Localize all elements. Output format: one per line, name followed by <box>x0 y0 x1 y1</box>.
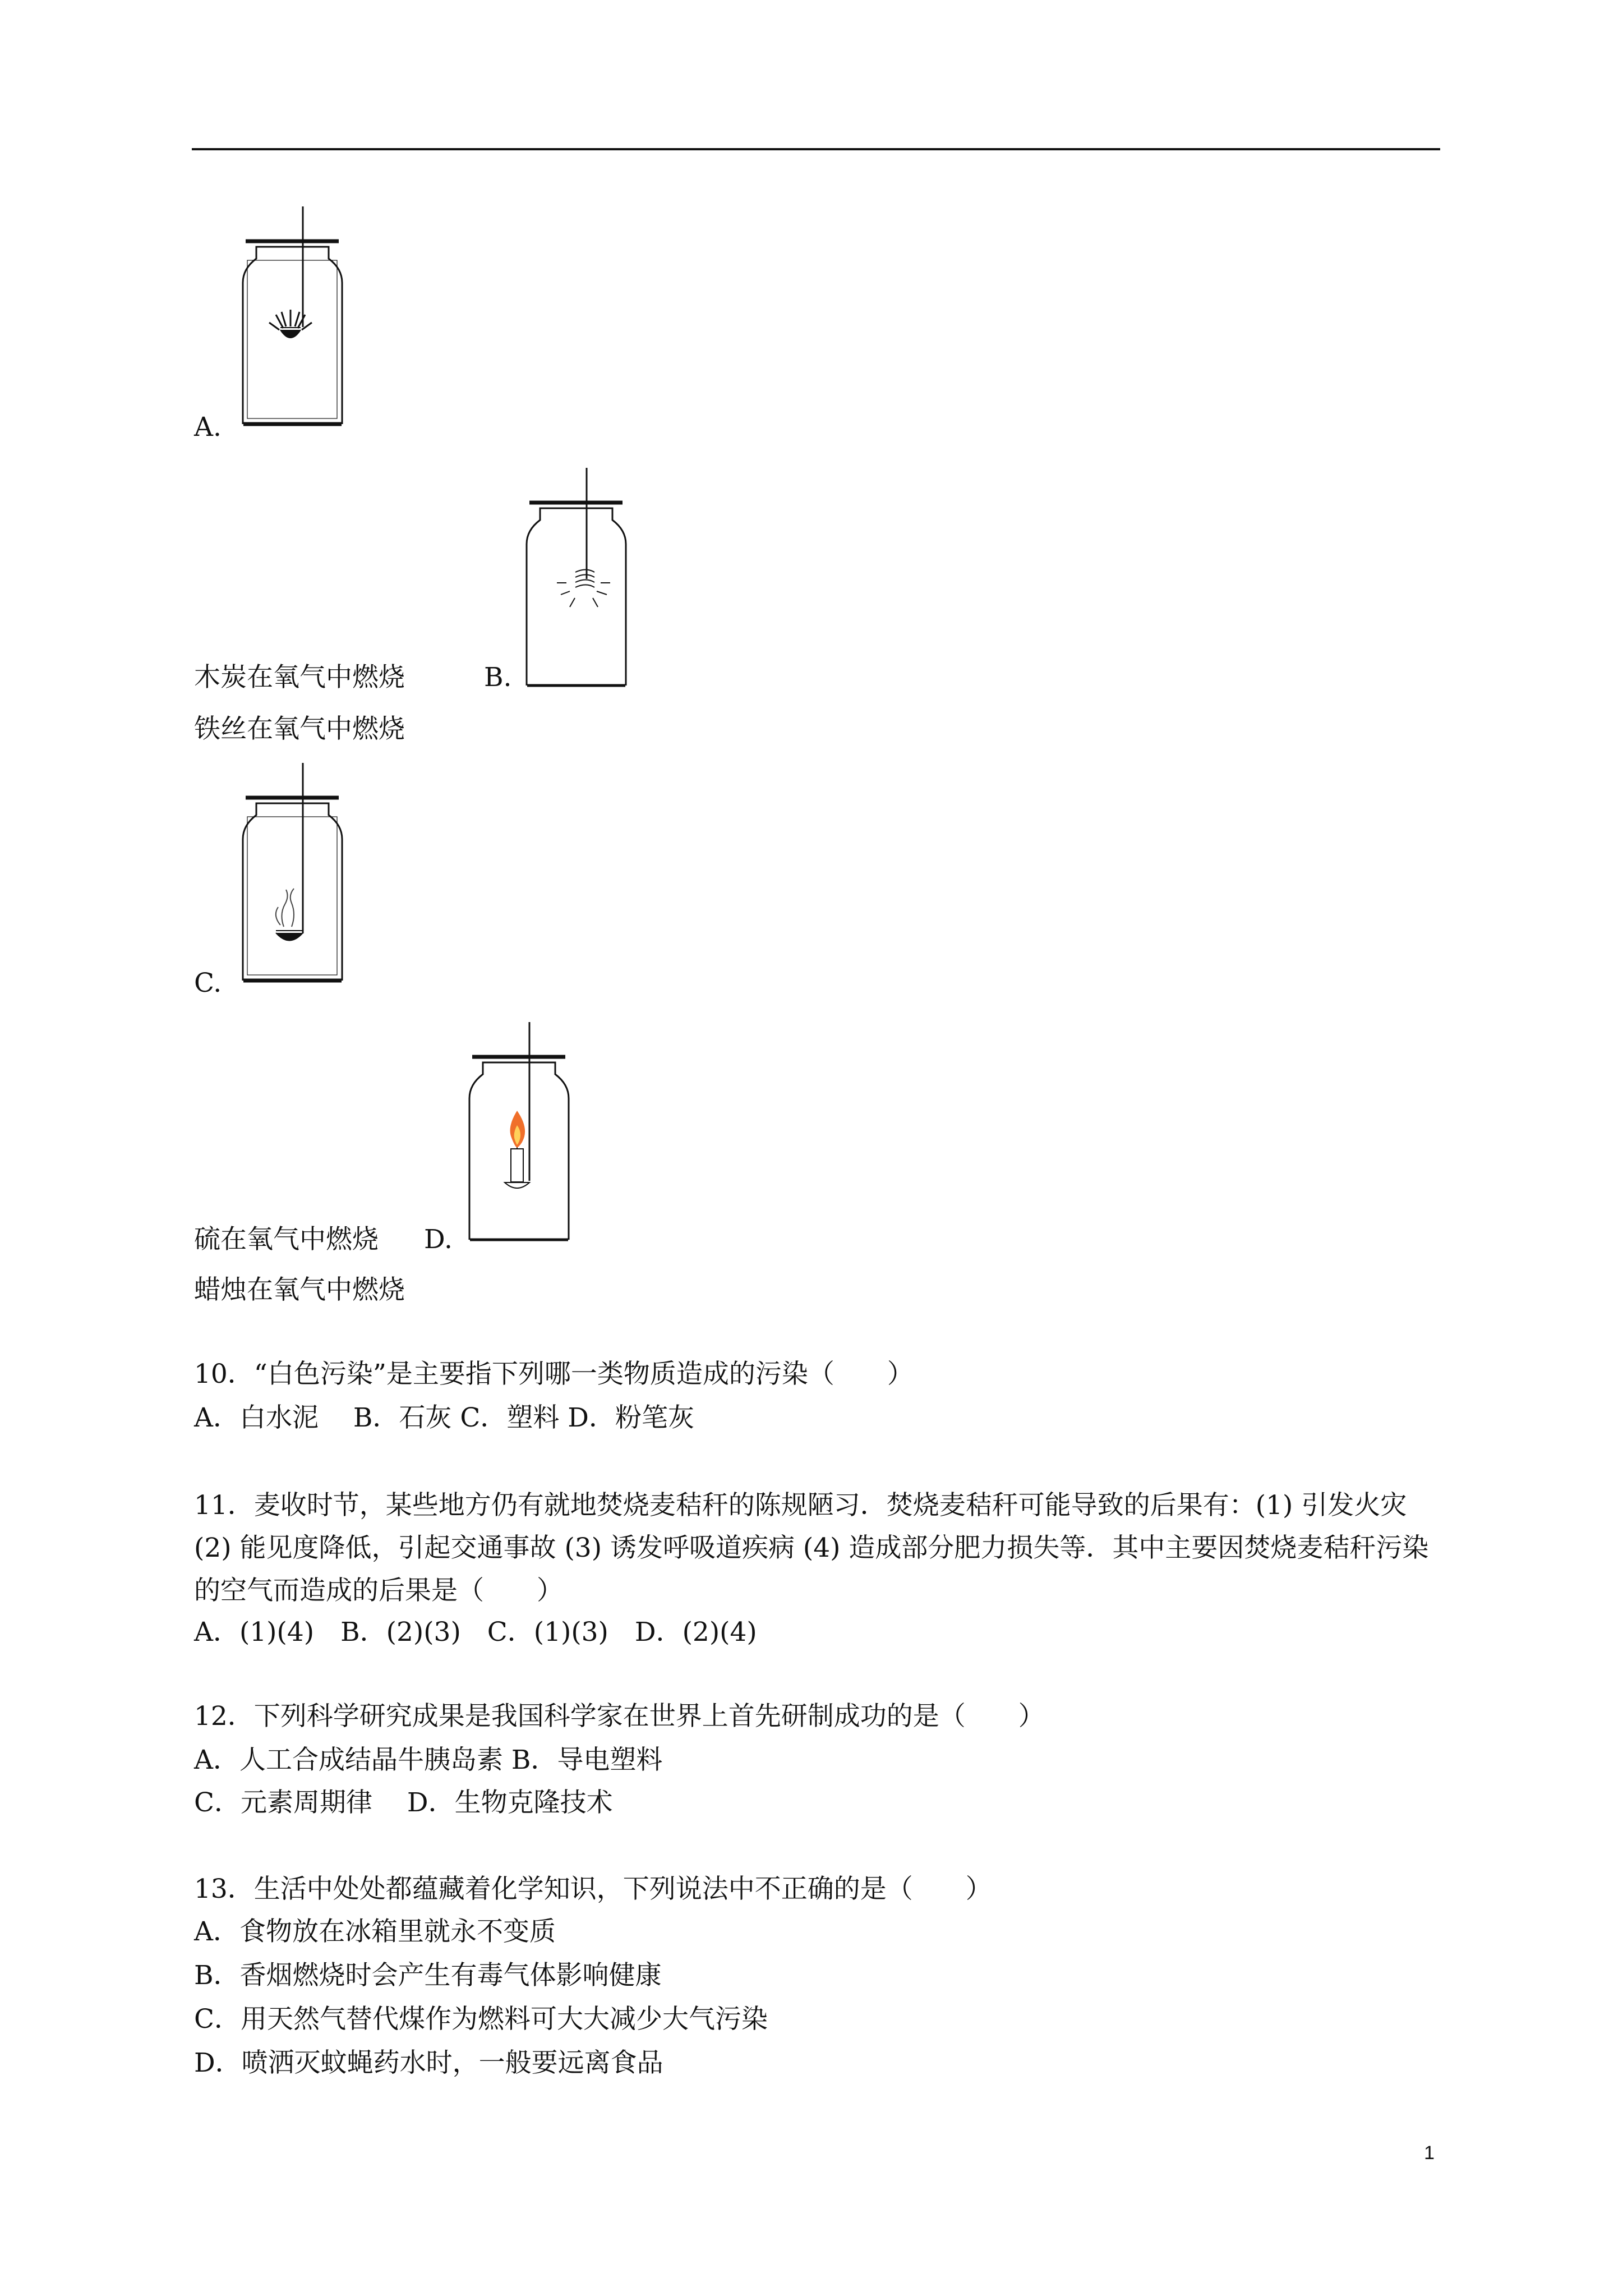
bottle-charcoal-svg <box>240 206 347 433</box>
question-13-option-d: D．喷洒灭蚊蝇药水时，一般要远离食品 <box>194 2047 663 2078</box>
option-a-label: A. <box>194 412 222 443</box>
question-13-option-a: A．食物放在冰箱里就永不变质 <box>194 1916 556 1947</box>
option-c-label: C. <box>194 968 222 999</box>
bottle-charcoal-icon <box>240 206 347 433</box>
question-13-option-b: B．香烟燃烧时会产生有毒气体影响健康 <box>194 1960 662 1991</box>
option-d-label: D. <box>424 1224 453 1255</box>
bottle-iron-wire-svg <box>524 468 630 694</box>
option-d-text: 蜡烛在氧气中燃烧 <box>194 1274 405 1305</box>
question-11-stem: 11．麦收时节，某些地方仍有就地焚烧麦秸秆的陈规陋习．焚烧麦秸秆可能导致的后果有：(1) 引发火灾 (2) 能见度降低，引起交通事故 (3) 诱发呼吸道疾病 (4) 造成部分肥力损失等．其中主要因焚烧麦秸秆污染的空气而造成的后果是（ ） <box>194 1490 1429 1606</box>
bottle-sulfur-icon <box>240 763 347 990</box>
option-c-text: 硫在氧气中燃烧 <box>194 1224 379 1255</box>
page-number: 1 <box>1424 2142 1435 2164</box>
question-11-options: A．(1)(4) B．(2)(3) C．(1)(3) D．(2)(4) <box>194 1617 757 1648</box>
question-12-option-line-2: C．元素周期律 D．生物克隆技术 <box>194 1787 613 1818</box>
bottle-candle-icon <box>467 1022 573 1249</box>
option-a-text: 木炭在氧气中燃烧 <box>194 662 405 693</box>
bottle-sulfur-svg <box>240 763 347 990</box>
question-12-option-line-1: A．人工合成结晶牛胰岛素 B．导电塑料 <box>194 1745 663 1775</box>
option-b-label: B. <box>484 662 512 693</box>
question-10-options: A．白水泥 B．石灰 C．塑料 D．粉笔灰 <box>194 1402 694 1433</box>
header-rule <box>192 148 1440 150</box>
question-10-stem: 10．“白色污染”是主要指下列哪一类物质造成的污染（ ） <box>194 1359 914 1389</box>
bottle-iron-wire-icon <box>524 468 630 694</box>
bottle-candle-svg <box>467 1022 573 1249</box>
option-b-text: 铁丝在氧气中燃烧 <box>194 714 405 744</box>
question-12-stem: 12．下列科学研究成果是我国科学家在世界上首先研制成功的是（ ） <box>194 1701 1045 1732</box>
question-13-stem: 13．生活中处处都蕴藏着化学知识，下列说法中不正确的是（ ） <box>194 1874 992 1904</box>
question-13-option-c: C．用天然气替代煤作为燃料可大大减少大气污染 <box>194 2004 768 2035</box>
